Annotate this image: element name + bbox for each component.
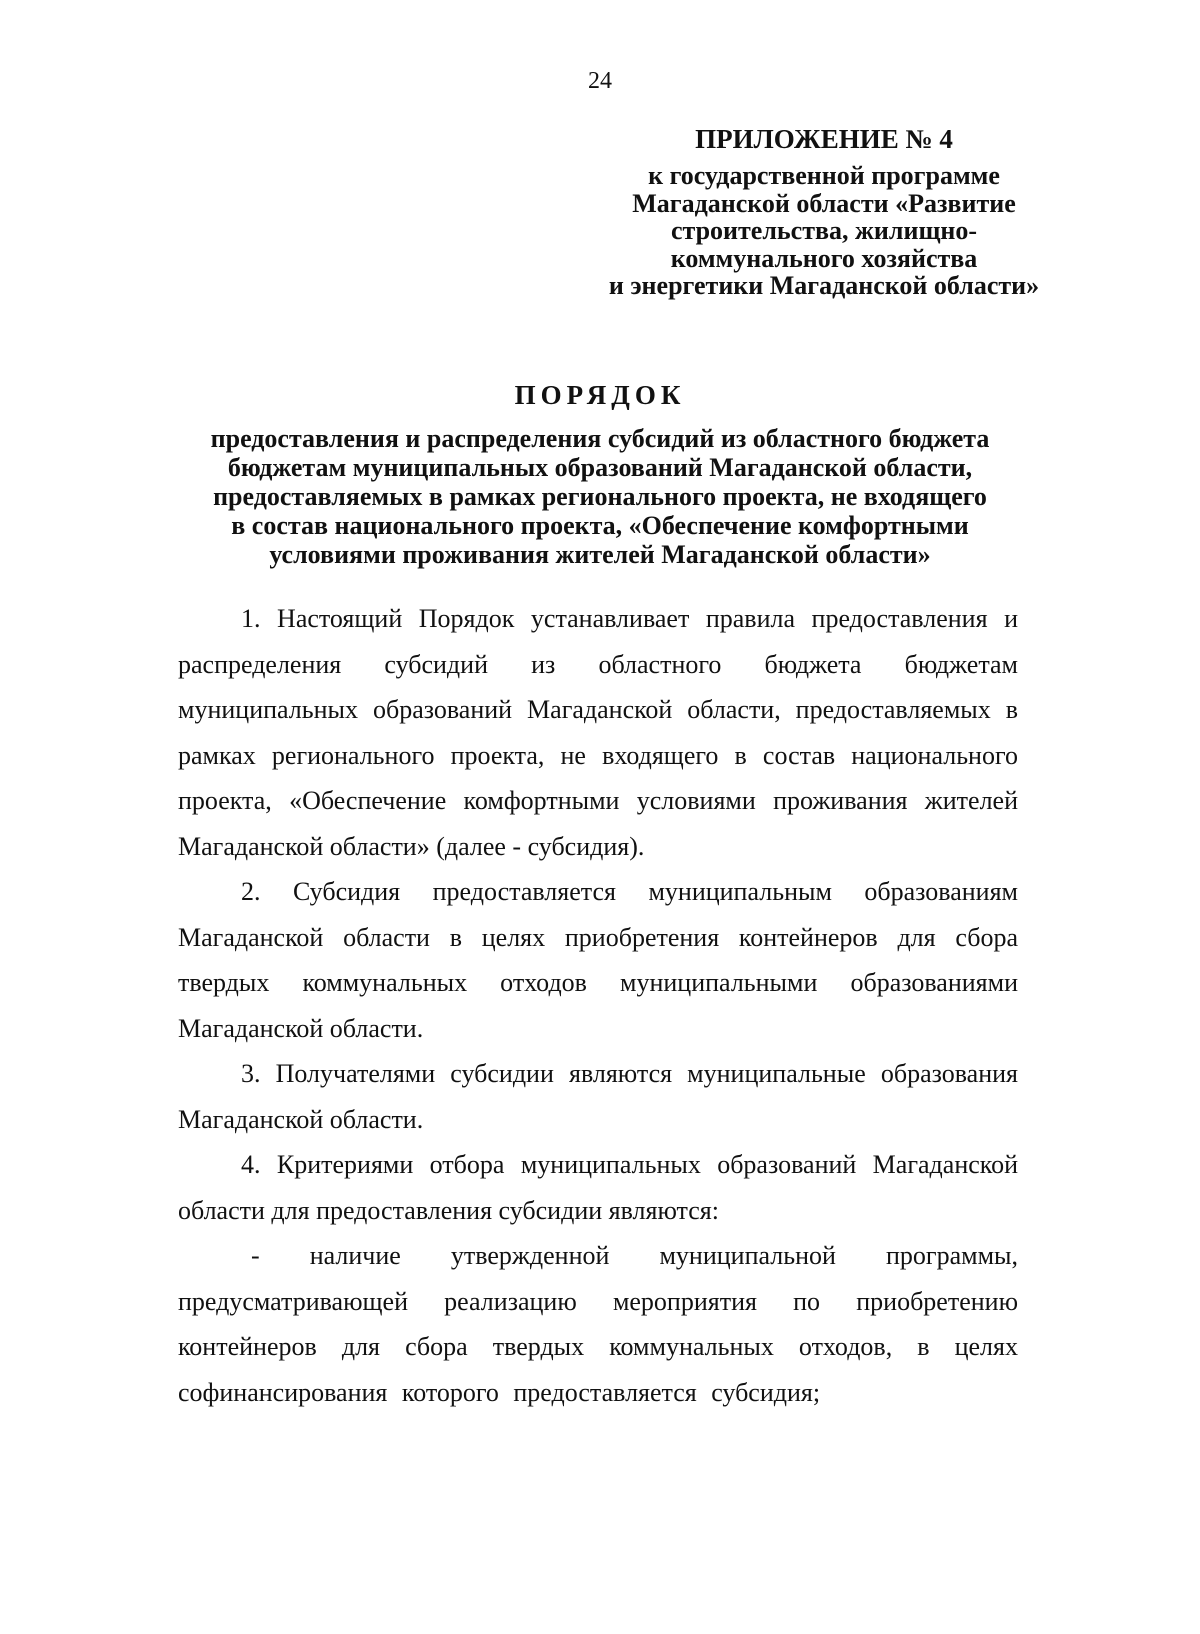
criteria-bullet-item: - наличие утвержденной муниципальной программы, предусматривающей реализацию мероприятия по приобретению контейнеров для сбора твердых коммунальных отходов, в целях софинансирования которого предоставляется субсидия; xyxy=(178,1241,1018,1407)
paragraph-4: 4. Критериями отбора муниципальных образований Магаданской области для предоставления субсидии являются: xyxy=(178,1150,1018,1225)
document-body xyxy=(178,596,1018,1415)
subtitle-line: предоставляемых в рамках регионального проекта, не входящего xyxy=(213,482,987,511)
paragraph-1: 1. Настоящий Порядок устанавливает правила предоставления и распределения субсидий из областного бюджета бюджетам муниципальных образований Магаданской области, предоставляемых в рамках регионального проекта, не входящего в состав национального проекта, «Обеспечение комфортными условиями проживания жителей Магаданской области» (далее - субсидия). xyxy=(178,604,1018,861)
subtitle-line: бюджетам муниципальных образований Магаданской области, xyxy=(227,453,973,482)
appendix-line: и энергетики Магаданской области» xyxy=(608,271,1040,300)
appendix-title: ПРИЛОЖЕНИЕ № 4 xyxy=(695,124,953,154)
appendix-line: коммунального хозяйства xyxy=(670,243,978,273)
appendix-header xyxy=(600,122,1048,300)
document-title: ПОРЯДОК xyxy=(514,380,686,410)
subtitle-line: предоставления и распределения субсидий из областного бюджета xyxy=(210,424,990,453)
document-subtitle xyxy=(140,424,1060,569)
appendix-line: строительства, жилищно- xyxy=(670,216,978,245)
page-number: 24 xyxy=(588,68,612,94)
subtitle-line: в состав национального проекта, «Обеспечение комфортными xyxy=(231,511,969,540)
appendix-line: Магаданской области «Развитие xyxy=(632,188,1016,218)
paragraph-3: 3. Получателями субсидии являются муниципальные образования Магаданской области. xyxy=(178,1059,1018,1134)
subtitle-line: условиями проживания жителей Магаданской области» xyxy=(269,540,931,569)
appendix-line: к государственной программе xyxy=(648,161,1000,190)
paragraph-2: 2. Субсидия предоставляется муниципальным образованиям Магаданской области в целях приобретения контейнеров для сбора твердых коммунальных отходов муниципальными образованиями Магаданской области. xyxy=(178,877,1018,1043)
